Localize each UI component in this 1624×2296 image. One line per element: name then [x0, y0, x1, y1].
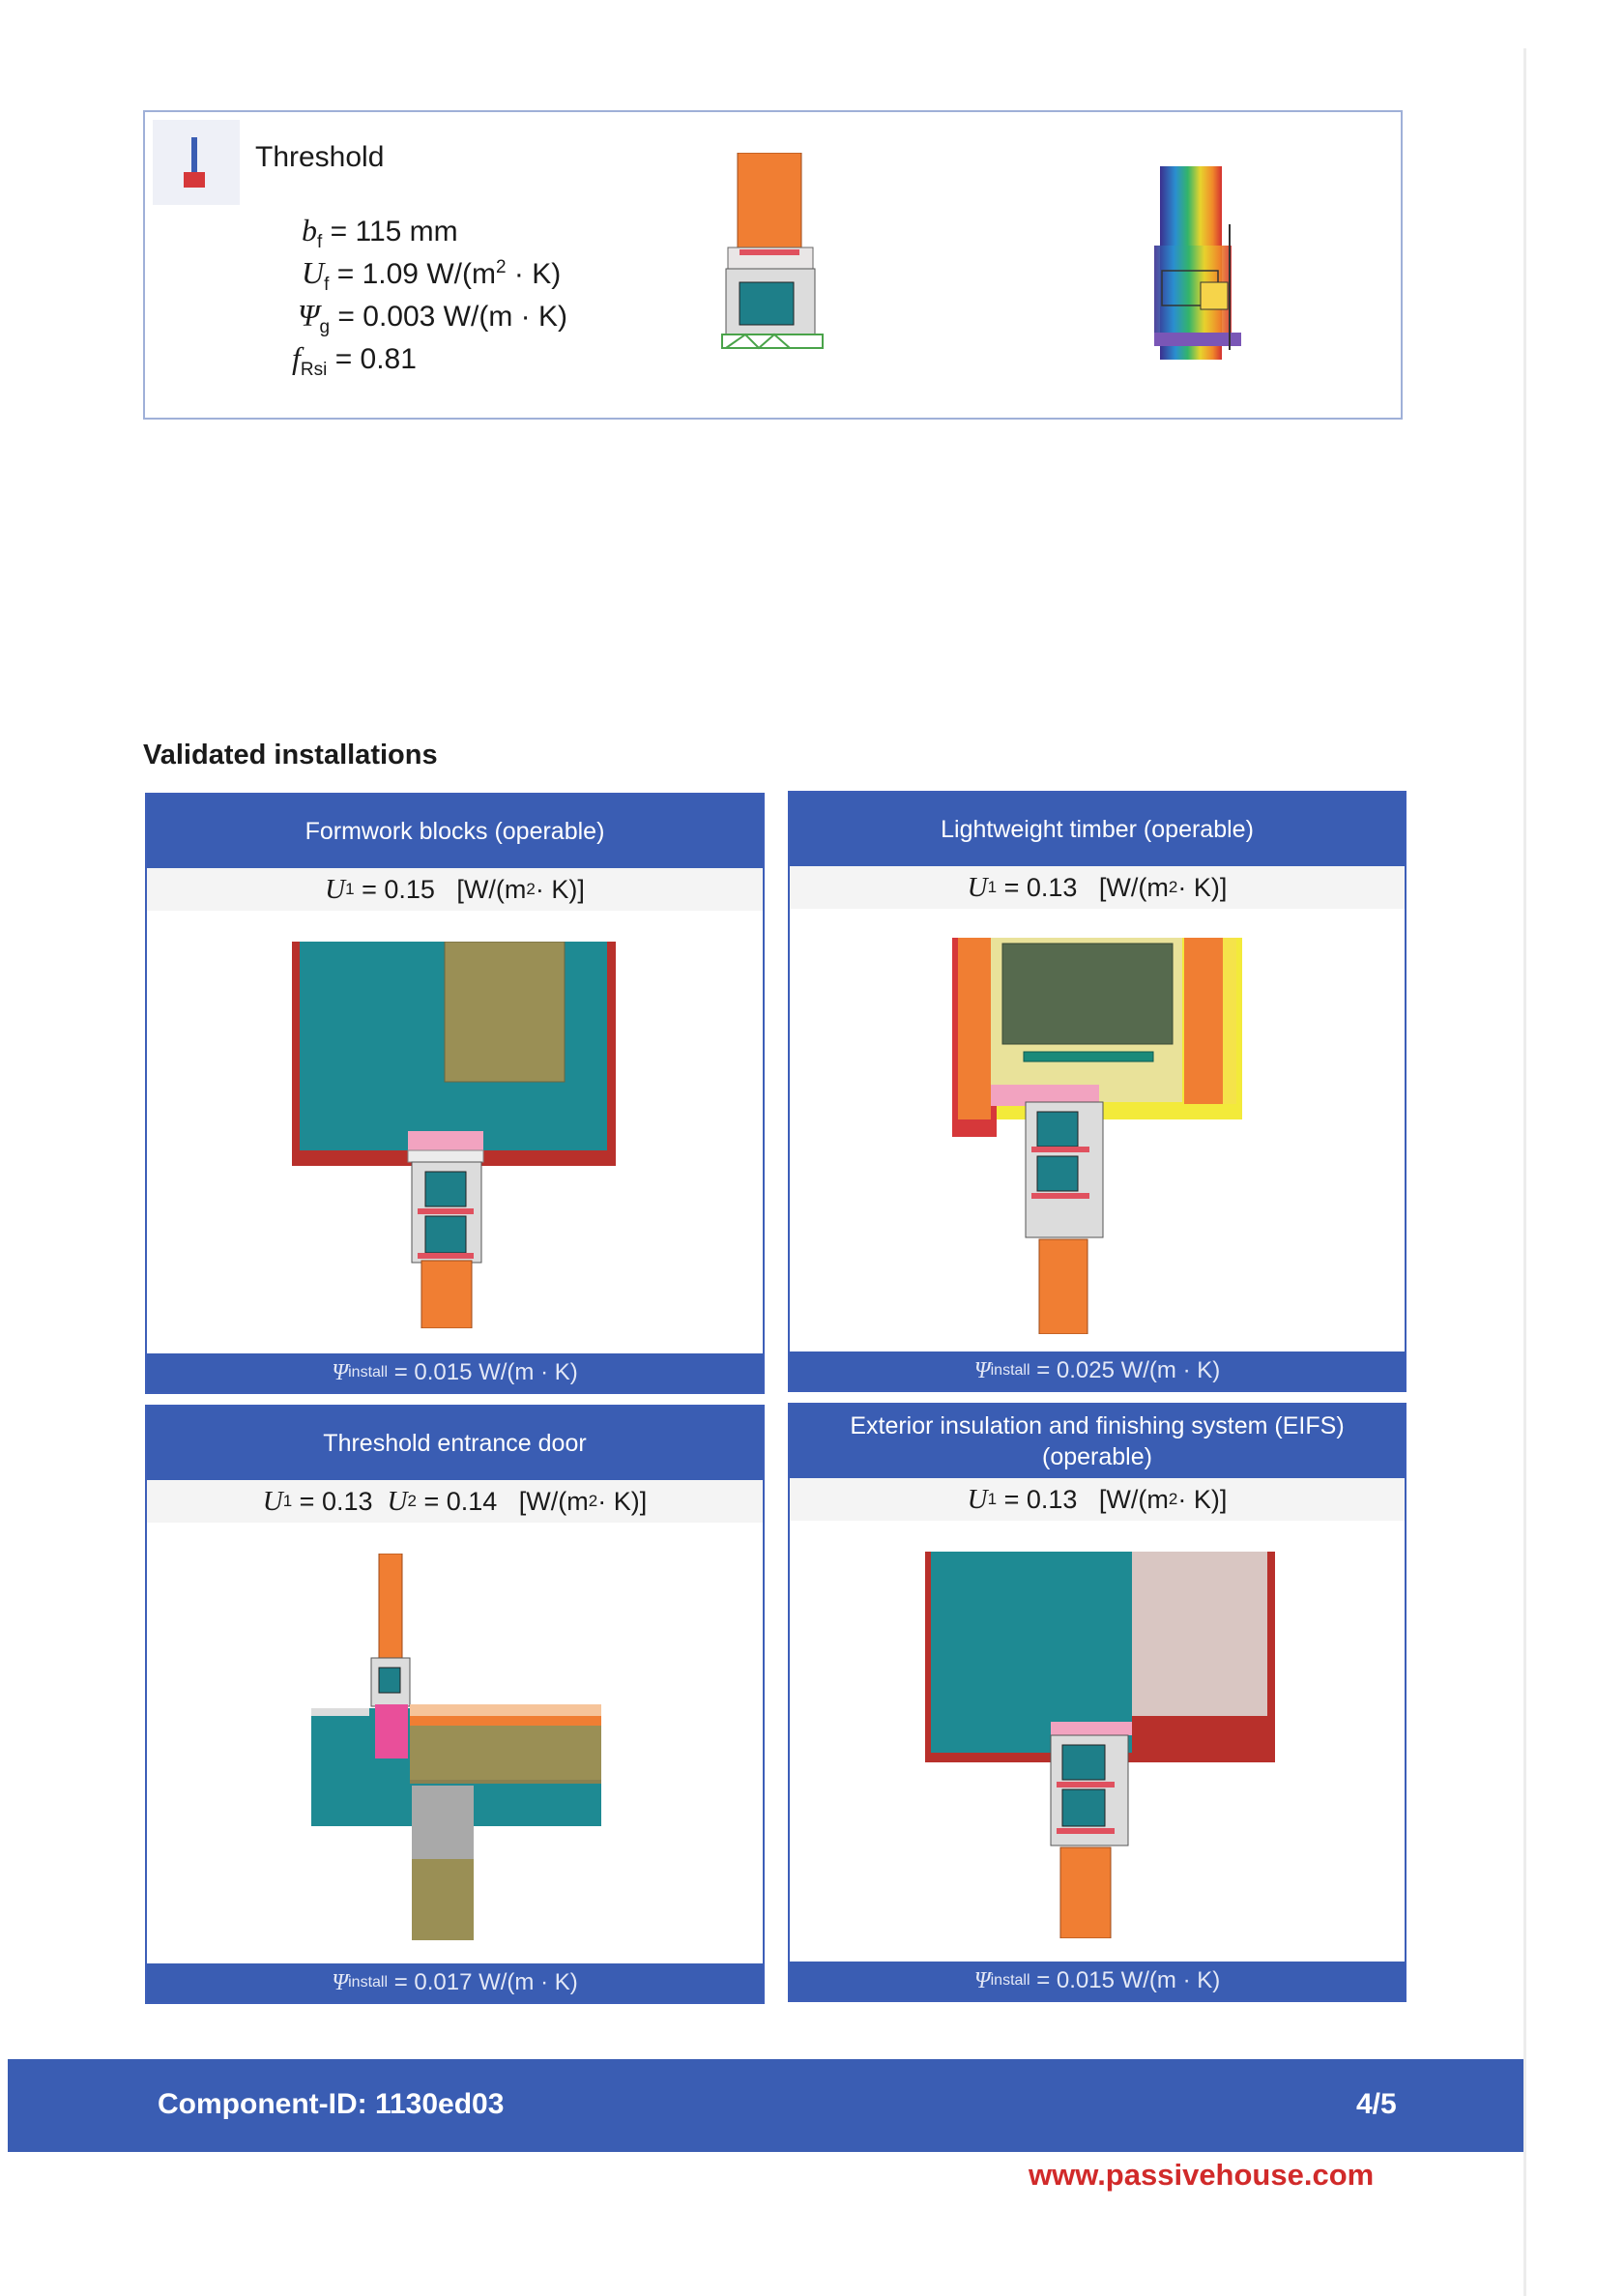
page-edge: [1523, 48, 1526, 2296]
eifs-section-drawing: [925, 1552, 1283, 1938]
param-psig: $\Psi_g = 0.003$ W/(m · K): [298, 298, 567, 337]
footer-bar: [8, 2059, 1523, 2152]
panel-u-values: U 1 = 0.13 [W/(m 2 · K)]: [790, 866, 1405, 909]
panel-psi-install: Ψ install = 0.017 W/(m · K): [147, 1963, 763, 2002]
panel-psi-install: Ψ install = 0.015 W/(m · K): [147, 1353, 763, 1392]
installation-panel-timber: [788, 791, 1406, 1392]
panel-title: Formwork blocks (operable): [147, 795, 763, 868]
installation-panel-entrance-door: [145, 1405, 765, 2004]
website-link[interactable]: www.passivehouse.com: [1029, 2158, 1375, 2192]
page-number: 4/5: [1356, 2088, 1397, 2120]
panel-u-values: U 1 = 0.15 [W/(m 2 · K)]: [147, 868, 763, 911]
panel-title: Lightweight timber (operable): [790, 793, 1405, 866]
component-id: Component-ID: 1130ed03: [158, 2088, 505, 2120]
param-bf: $b_f = 115$ mm: [302, 213, 458, 252]
threshold-icon: [153, 120, 240, 205]
panel-psi-install: Ψ install = 0.025 W/(m · K): [790, 1351, 1405, 1390]
threshold-title: Threshold: [255, 141, 385, 173]
panel-u-values: U 1 = 0.13 [W/(m 2 · K)]: [790, 1478, 1405, 1521]
panel-u-values: U 1 = 0.13 U 2 = 0.14 [W/(m 2 · K)]: [147, 1480, 763, 1523]
threshold-box: [143, 110, 1403, 420]
installation-panel-formwork: [145, 793, 765, 1394]
installation-panel-eifs: [788, 1403, 1406, 2002]
param-frsi: $f_{Rsi} = 0.81$: [292, 340, 417, 380]
thermal-simulation-image: [1150, 166, 1247, 360]
section-heading: Validated installations: [143, 740, 438, 770]
panel-title: Exterior insulation and finishing system (EIFS) (operable): [790, 1405, 1405, 1478]
panel-title: Threshold entrance door: [147, 1407, 763, 1480]
entrance-door-section-drawing: [311, 1554, 611, 1940]
formwork-section-drawing: [292, 942, 621, 1328]
panel-psi-install: Ψ install = 0.015 W/(m · K): [790, 1962, 1405, 2000]
param-uf: $U_f = 1.09$ $W/(m^2 \cdot K)$: [302, 255, 562, 295]
timber-section-drawing: [952, 938, 1262, 1334]
threshold-section-drawing: [720, 153, 826, 365]
